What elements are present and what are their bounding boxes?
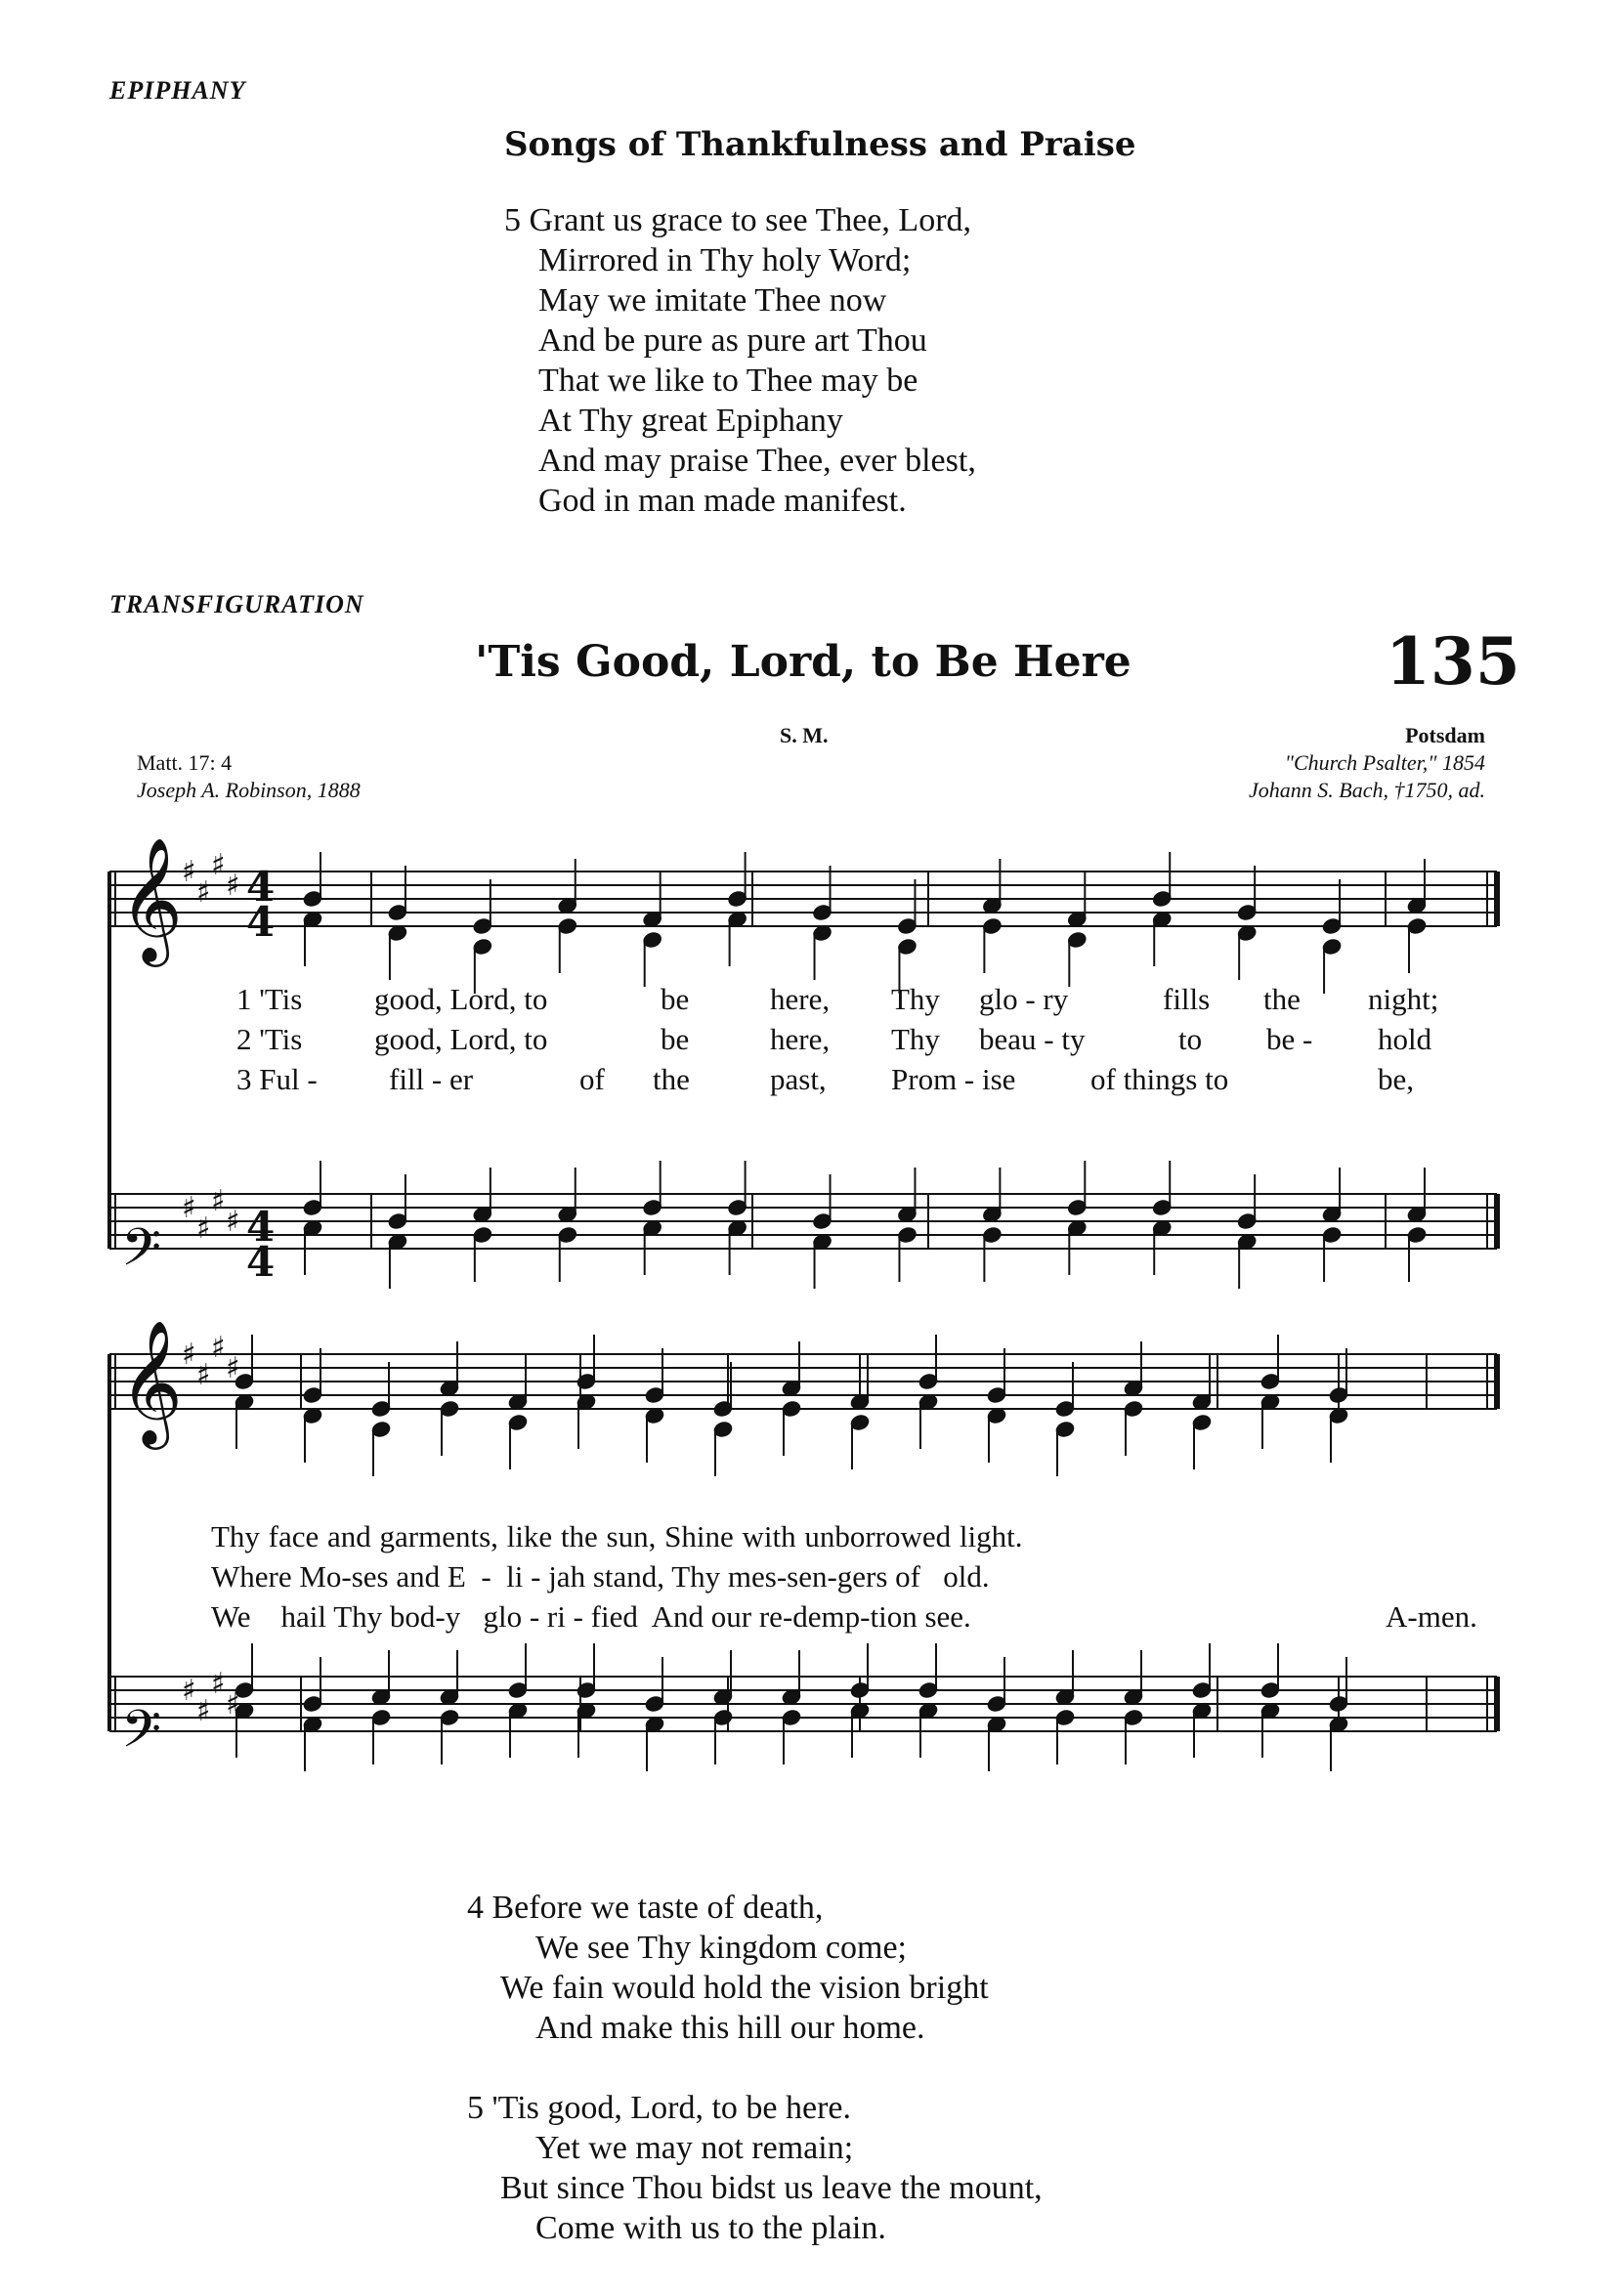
time-sig-bottom: 4: [246, 898, 276, 946]
sharp-icon: ♯: [182, 1338, 196, 1372]
bass-clef-icon: 𝄢: [121, 1218, 162, 1291]
stanza-line: Come with us to the plain.: [535, 2210, 886, 2246]
lyric-syllable: Prom - ise: [891, 1062, 1016, 1096]
lyric-syllable: glo - ry: [979, 982, 1069, 1016]
lyric-syllable: good, Lord, to: [374, 1022, 548, 1056]
lyric-syllable: be,: [1378, 1062, 1415, 1096]
tune-name: Potsdam: [1405, 723, 1485, 747]
sharp-icon: ♯: [211, 848, 226, 882]
lyric-syllable: past,: [770, 1062, 827, 1096]
stanza-5: [467, 2088, 1043, 2248]
lyric-syllable: here,: [770, 982, 831, 1016]
amen-label: A-men.: [1386, 1599, 1477, 1634]
sharp-icon: ♯: [196, 1358, 211, 1392]
stanza-line: We see Thy kingdom come;: [535, 1930, 907, 1966]
time-sig-bottom: 4: [246, 1238, 276, 1286]
stanza-number: 5: [504, 202, 521, 238]
sharp-icon: ♯: [226, 1351, 240, 1385]
stanza-number: 4: [467, 1890, 484, 1926]
stanza-line: That we like to Thee may be: [538, 362, 918, 399]
section-label-epiphany: EPIPHANY: [109, 76, 246, 105]
stanza-line: But since Thou bidst us leave the mount,: [500, 2170, 1043, 2206]
sharp-icon: ♯: [196, 1694, 211, 1728]
text-author: Joseph A. Robinson, 1888: [137, 778, 361, 802]
stanza-line: God in man made manifest.: [538, 483, 907, 519]
sharp-icon: ♯: [211, 1667, 226, 1701]
stanza-number: 5: [467, 2090, 484, 2126]
stanza-line: Yet we may not remain;: [535, 2130, 854, 2166]
hymn-title: 'Tis Good, Lord, to Be Here: [475, 637, 1131, 687]
lyric-syllable: Thy: [891, 982, 940, 1016]
stanza-line: And make this hill our home.: [535, 2010, 925, 2046]
key-signature-sharps: [182, 848, 240, 1728]
lyric-syllable: fills: [1163, 982, 1211, 1016]
lyric-syllable: of things to: [1090, 1062, 1229, 1096]
meter: S. M.: [780, 723, 829, 747]
lyric-syllable: 2 'Tis: [236, 1022, 303, 1056]
sharp-icon: ♯: [182, 1674, 196, 1708]
stanza-line: We fain would hold the vision bright: [500, 1970, 989, 2006]
lyric-syllable: night;: [1368, 982, 1439, 1016]
tune-source: "Church Psalter," 1854: [1284, 750, 1485, 775]
lyric-syllable: good, Lord, to: [374, 982, 548, 1016]
lyric-line: We hail Thy bod-y glo - ri - fied And our re-demp-tion see.: [211, 1599, 971, 1634]
lyric-syllable: be: [661, 982, 690, 1016]
treble-clef-icon: 𝄞: [119, 836, 184, 961]
lyric-syllable: beau - ty: [979, 1022, 1086, 1056]
lyric-syllable: be: [661, 1022, 690, 1056]
clefs: [119, 836, 183, 1772]
sharp-icon: ♯: [196, 1212, 211, 1246]
stanza-line: Grant us grace to see Thee, Lord,: [529, 202, 972, 238]
sharp-icon: ♯: [226, 1205, 240, 1239]
sharp-icon: ♯: [196, 875, 211, 910]
stanza-line: At Thy great Epiphany: [538, 403, 843, 439]
stanza-line: And may praise Thee, ever blest,: [538, 443, 976, 479]
hymn-number: 135: [1386, 623, 1520, 700]
treble-clef-icon: 𝄞: [119, 1319, 184, 1444]
lyric-syllable: be -: [1266, 1022, 1313, 1056]
lyric-syllable: the: [1263, 982, 1301, 1016]
bass-clef-icon: 𝄢: [121, 1700, 162, 1772]
lyric-syllable: to: [1178, 1022, 1203, 1056]
lyric-syllable: 3 Ful -: [236, 1062, 318, 1096]
stanza-line: And be pure as pure art Thou: [538, 322, 927, 359]
scripture-ref: Matt. 17: 4: [137, 750, 233, 775]
time-sig-top: 4: [246, 863, 276, 911]
lyric-line: Where Mo-ses and E - li - jah stand, Thy mes-sen-gers of old.: [211, 1559, 990, 1594]
stanza-line: May we imitate Thee now: [538, 282, 887, 319]
sharp-icon: ♯: [211, 1331, 226, 1365]
lyric-syllable: here,: [770, 1022, 831, 1056]
sharp-icon: ♯: [182, 855, 196, 889]
section-label-transfiguration: TRANSFIGURATION: [109, 590, 364, 618]
lyric-syllable: 1 'Tis: [236, 982, 303, 1016]
lyric-syllable: hold: [1378, 1022, 1432, 1056]
lyric-syllable: the: [653, 1062, 690, 1096]
lyric-line: Thy face and garments, like the sun, Shine with unborrowed light.: [211, 1519, 1023, 1553]
sharp-icon: ♯: [226, 1687, 240, 1722]
stanza-4: [467, 1888, 989, 2048]
lyric-syllable: Thy: [891, 1022, 940, 1056]
time-sig-top: 4: [246, 1203, 276, 1251]
stanza-line: Before we taste of death,: [491, 1890, 824, 1926]
running-title: Songs of Thankfulness and Praise: [504, 125, 1136, 164]
sharp-icon: ♯: [226, 869, 240, 903]
sharp-icon: ♯: [182, 1191, 196, 1225]
stanza-line: 'Tis good, Lord, to be here.: [491, 2090, 852, 2126]
stanza-line: Mirrored in Thy holy Word;: [538, 242, 912, 278]
sharp-icon: ♯: [211, 1184, 226, 1218]
lyric-syllable: fill - er: [389, 1062, 474, 1096]
lyric-syllable: of: [579, 1062, 605, 1096]
composer: Johann S. Bach, †1750, ad.: [1249, 778, 1485, 802]
